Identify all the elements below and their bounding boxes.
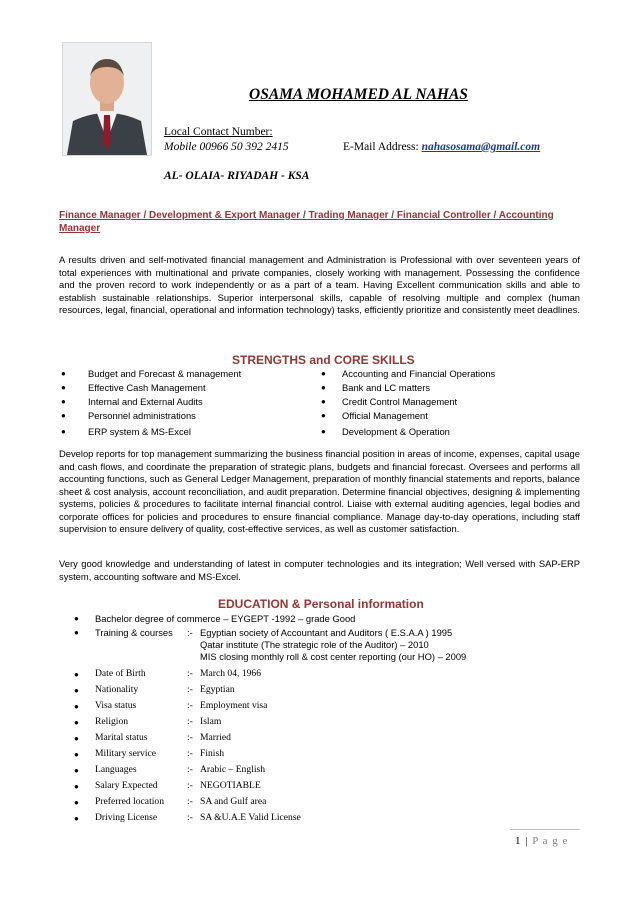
bullet-icon: ● <box>61 369 66 378</box>
skills-heading: STRENGTHS and CORE SKILLS <box>232 353 415 367</box>
contact-label: Local Contact Number: <box>164 126 273 138</box>
skill-item: Budget and Forecast & management <box>88 368 242 379</box>
personal-separator: :- <box>187 812 193 823</box>
bullet-icon: ● <box>61 397 66 406</box>
personal-value: Employment visa <box>200 700 268 711</box>
candidate-name: OSAMA MOHAMED AL NAHAS <box>249 86 468 103</box>
bullet-icon: ● <box>74 670 79 679</box>
bullet-icon: ● <box>74 766 79 775</box>
address: AL- OLAIA- RIYADAH - KSA <box>164 170 310 182</box>
bullet-icon: ● <box>74 798 79 807</box>
profile-photo <box>62 42 152 156</box>
personal-value: Finish <box>200 748 224 759</box>
bullet-icon: ● <box>321 397 326 406</box>
bullet-icon: ● <box>74 686 79 695</box>
personal-value: Married <box>200 732 231 743</box>
personal-separator: :- <box>187 796 193 807</box>
bullet-icon: ● <box>74 718 79 727</box>
skill-item: Accounting and Financial Operations <box>342 368 496 379</box>
personal-label: Languages <box>95 764 137 775</box>
footer-separator: | <box>525 835 529 847</box>
education-heading: EDUCATION & Personal information <box>218 597 424 611</box>
personal-value: Islam <box>200 716 222 727</box>
personal-separator: :- <box>187 700 193 711</box>
personal-label: Military service <box>95 748 157 759</box>
skill-item: Development & Operation <box>342 426 450 437</box>
personal-value: Arabic – English <box>200 764 266 775</box>
page-label: P a g e <box>532 835 569 847</box>
personal-label: Salary Expected <box>95 780 158 791</box>
bullet-icon: ● <box>321 383 326 392</box>
training-line: MIS closing monthly roll & cost center reporting (our HO) – 2009 <box>200 651 467 662</box>
mobile-number: Mobile 00966 50 392 2415 <box>164 141 289 153</box>
computer-skills-paragraph: Very good knowledge and understanding of latest in computer technologies and its integration; Well versed with SAP-ERP system, accounting software and MS-Excel. <box>59 558 580 582</box>
personal-separator: :- <box>187 764 193 775</box>
personal-value: SA &U.A.E Valid License <box>200 812 301 823</box>
bullet-icon: ● <box>321 411 326 420</box>
training-separator: :- <box>187 627 193 638</box>
email-label: E-Mail Address: <box>343 141 419 153</box>
personal-separator: :- <box>187 668 193 679</box>
degree: Bachelor degree of commerce – EYGEPT -1992 – grade Good <box>95 613 356 624</box>
personal-separator: :- <box>187 780 193 791</box>
personal-label: Religion <box>95 716 129 727</box>
page-footer <box>515 835 568 847</box>
summary-paragraph: A results driven and self-motivated financial management and Administration is Professional with over seventeen years of total experiences with multinational and private companies, closely working with management. Possessing the confidence and the proven record to work independently or as a part of a team. Having Excellent communication skills and able to establish sustainable relationships. Superior interpersonal skills, capable of resolving multiple and complex (human resources, legal, financial, operational and information technology) tasks, efficiently prioritize and consistently meet deadlines. <box>59 254 580 315</box>
personal-value: March 04, 1966 <box>200 668 262 679</box>
training-line: Egyptian society of Accountant and Auditors ( E.S.A.A ) 1995 <box>200 627 453 638</box>
personal-separator: :- <box>187 684 193 695</box>
bullet-icon: ● <box>74 782 79 791</box>
skill-item: Effective Cash Management <box>88 382 206 393</box>
training-line: Qatar institute (The strategic role of the Auditor) – 2010 <box>200 639 429 650</box>
personal-value: NEGOTIABLE <box>200 780 261 791</box>
bullet-icon: ● <box>321 427 326 436</box>
email-row <box>343 141 540 153</box>
bullet-icon: ● <box>61 411 66 420</box>
skill-item: Internal and External Audits <box>88 396 203 407</box>
personal-separator: :- <box>187 732 193 743</box>
skill-item: ERP system & MS-Excel <box>88 426 191 437</box>
bullet-icon: ● <box>74 628 79 637</box>
personal-value: Egyptian <box>200 684 235 695</box>
personal-label: Marital status <box>95 732 148 743</box>
personal-separator: :- <box>187 748 193 759</box>
bullet-icon: ● <box>61 427 66 436</box>
skill-item: Bank and LC matters <box>342 382 431 393</box>
personal-label: Date of Birth <box>95 668 146 679</box>
page-number: 1 <box>515 835 522 847</box>
personal-label: Driving License <box>95 812 158 823</box>
bullet-icon: ● <box>74 702 79 711</box>
skill-item: Credit Control Management <box>342 396 458 407</box>
bullet-icon: ● <box>61 383 66 392</box>
email-link[interactable]: nahasosama@gmail.com <box>421 141 541 153</box>
duties-paragraph: Develop reports for top management summarizing the business financial position in areas of income, expenses, capital usage and cash flows, and coordinate the preparation of strategic plans, budgets and financial forecast. Oversees and performs all accounting functions, such as General Ledger Management, preparation of monthly financial statements and reports, balance sheet & cost analysis, account reconciliation, and audit preparation. Determine financial objectives, designing & implementing systems, policies & procedures to facilitate internal financial control. Liaise with external auditing agencies, legal bodies and corporate offices for policies and procedures to ensure financial compliance. Manage day-to-day operations, including staff supervision to ensure delivery of quality, cost-effective services, as well as customer satisfaction. <box>59 448 580 534</box>
training-label: Training & courses <box>95 627 173 638</box>
bullet-icon: ● <box>321 369 326 378</box>
bullet-icon: ● <box>74 614 79 623</box>
skill-item: Personnel administrations <box>88 410 196 421</box>
personal-separator: :- <box>187 716 193 727</box>
bullet-icon: ● <box>74 750 79 759</box>
footer-divider <box>510 829 580 830</box>
personal-label: Nationality <box>95 684 139 695</box>
bullet-icon: ● <box>74 814 79 823</box>
personal-label: Visa status <box>95 700 137 711</box>
skill-item: Official Management <box>342 410 428 421</box>
personal-label: Preferred location <box>95 796 164 807</box>
role-title: Finance Manager / Development & Export Manager / Trading Manager / Financial Controller / Accounting Manager <box>59 210 554 234</box>
personal-value: SA and Gulf area <box>200 796 267 807</box>
bullet-icon: ● <box>74 734 79 743</box>
